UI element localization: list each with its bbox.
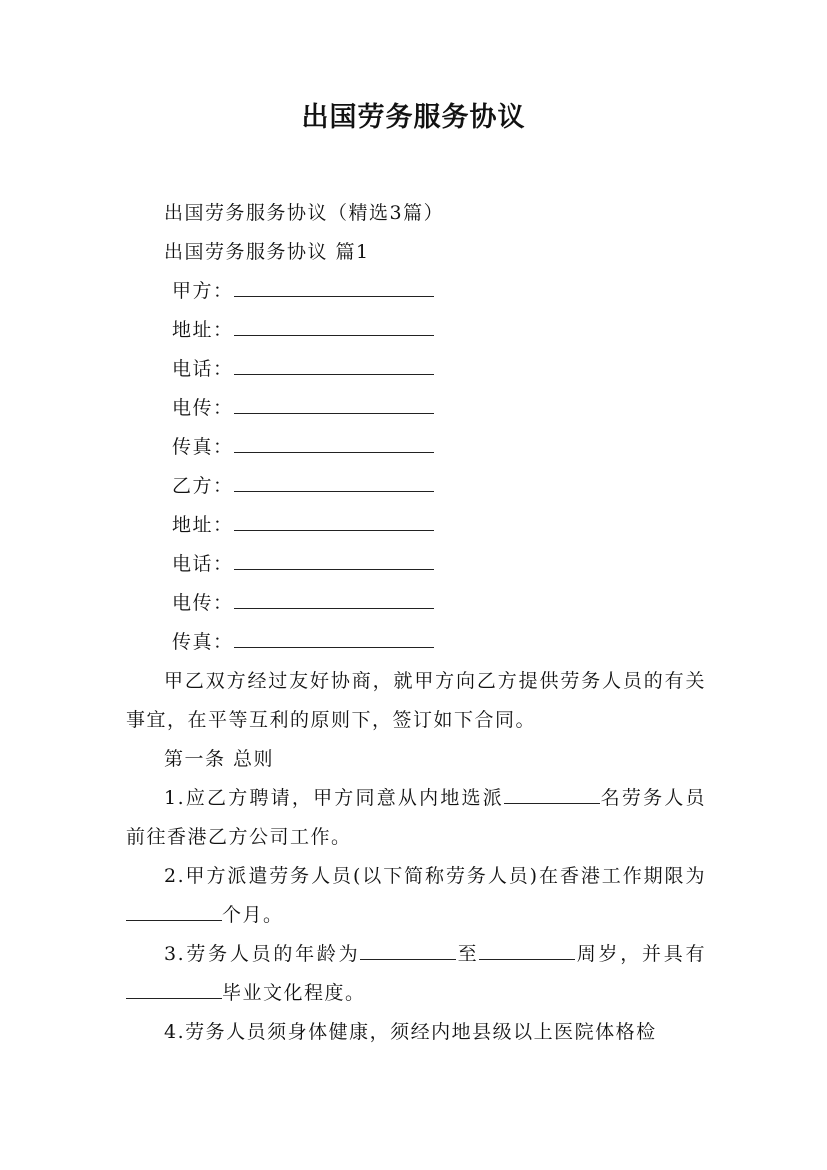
field-label: 传真： — [172, 631, 234, 653]
party-a-address-field — [126, 311, 706, 350]
fill-blank — [234, 395, 434, 414]
fill-blank — [126, 902, 222, 921]
clause-text: 毕业文化程度。 — [222, 982, 366, 1004]
fill-blank — [234, 590, 434, 609]
party-b-fax-field — [126, 623, 706, 662]
party-a-field — [126, 272, 706, 311]
field-label: 甲方： — [172, 280, 234, 302]
clause-3 — [126, 935, 706, 1013]
field-label: 电传： — [172, 592, 234, 614]
subtitle: 出国劳务服务协议（精选3篇） — [164, 202, 445, 224]
party-a-telex-field — [126, 389, 706, 428]
field-label: 乙方： — [172, 475, 234, 497]
fill-blank — [234, 278, 434, 297]
clause-text: 2.甲方派遣劳务人员(以下简称劳务人员)在香港工作期限为 — [164, 865, 706, 887]
clause-2 — [126, 857, 706, 935]
party-a-fax-field — [126, 428, 706, 467]
clause-1 — [126, 779, 706, 857]
fill-blank — [234, 473, 434, 492]
fill-blank — [479, 941, 575, 960]
clause-text: 至 — [456, 943, 480, 965]
fill-blank — [234, 512, 434, 531]
section-heading: 出国劳务服务协议 篇1 — [164, 241, 370, 263]
party-a-phone-field — [126, 350, 706, 389]
clause-text: 3.劳务人员的年龄为 — [164, 943, 361, 965]
fill-blank — [234, 629, 434, 648]
fill-blank — [234, 434, 434, 453]
clause-4: 4.劳务人员须身体健康，须经内地县级以上医院体格检 — [164, 1021, 657, 1043]
fill-blank — [126, 980, 222, 999]
document-body — [126, 194, 706, 1052]
party-b-address-field — [126, 506, 706, 545]
clause-text: 周岁，并具有 — [575, 943, 706, 965]
intro-paragraph: 甲乙双方经过友好协商，就甲方向乙方提供劳务人员的有关事宜，在平等互利的原则下，签订如下合同。 — [126, 670, 706, 731]
article-heading: 第一条 总则 — [164, 748, 275, 770]
fill-blank — [234, 356, 434, 375]
fill-blank — [504, 785, 600, 804]
clause-text: 1.应乙方聘请，甲方同意从内地选派 — [164, 787, 504, 809]
field-label: 电话： — [172, 553, 234, 575]
party-b-telex-field — [126, 584, 706, 623]
fill-blank — [360, 941, 456, 960]
clause-text: 名劳务人员前往香港乙方公司工作。 — [126, 787, 706, 848]
party-b-field — [126, 467, 706, 506]
party-b-phone-field — [126, 545, 706, 584]
field-label: 地址： — [172, 514, 234, 536]
fill-blank — [234, 317, 434, 336]
document-title: 出国劳务服务协议 — [301, 102, 526, 133]
field-label: 电话： — [172, 358, 234, 380]
field-label: 地址： — [172, 319, 234, 341]
field-label: 传真： — [172, 436, 234, 458]
fill-blank — [234, 551, 434, 570]
clause-text: 个月。 — [222, 904, 284, 926]
field-label: 电传： — [172, 397, 234, 419]
